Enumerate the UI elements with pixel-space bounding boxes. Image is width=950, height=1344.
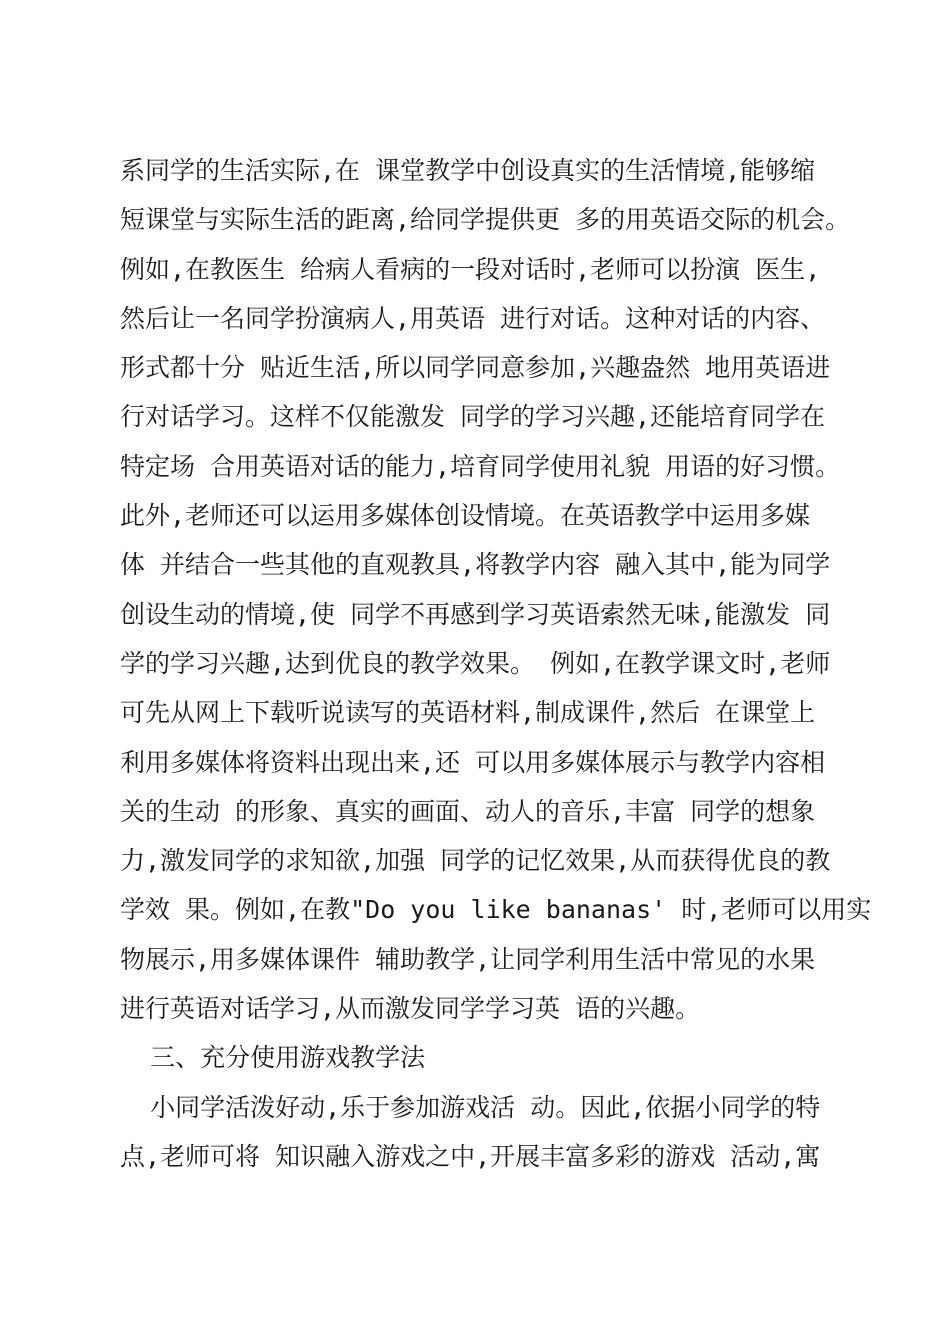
- body-text: [120, 146, 900, 1181]
- text-line: 利用多媒体将资料出现出来,还 可以用多媒体展示与教学内容相: [120, 747, 826, 777]
- text-line: 可先从网上下载听说读写的英语材料,制成课件,然后 在课堂上: [120, 698, 816, 728]
- text-line: 行对话学习。这样不仅能激发 同学的学习兴趣,还能培育同学在: [120, 402, 826, 432]
- text-line: 物展示,用多媒体课件 辅助教学,让同学利用生活中常见的水果: [120, 944, 816, 974]
- section-heading: 三、充分使用游戏教学法: [120, 1043, 426, 1073]
- text-line: 体 并结合一些其他的直观教具,将教学内容 融入其中,能为同学: [120, 550, 831, 580]
- text-line: 此外,老师还可以运用多媒体创设情境。在英语教学中运用多媒: [120, 501, 811, 531]
- text-line: 力,激发同学的求知欲,加强 同学的记忆效果,从而获得优良的教: [120, 846, 831, 876]
- text-line: 例如,在教医生 给病人看病的一段对话时,老师可以扮演 医生,: [120, 254, 821, 284]
- text-line: 关的生动 的形象、真实的画面、动人的音乐,丰富 同学的想象: [120, 796, 816, 826]
- text-line: 特定场 合用英语对话的能力,培育同学使用礼貌 用语的好习惯。: [120, 451, 841, 481]
- text-line: 创设生动的情境,使 同学不再感到学习英语索然无味,能激发 同: [120, 599, 831, 629]
- text-line: 学的学习兴趣,达到优良的教学效果。 例如,在教学课文时,老师: [120, 648, 831, 678]
- text-line: 形式都十分 贴近生活,所以同学同意参加,兴趣盎然 地用英语进: [120, 353, 831, 383]
- text-line: 短课堂与实际生活的距离,给同学提供更 多的用英语交际的机会。: [120, 205, 851, 235]
- text-line: 学效 果。例如,在教"Do you like bananas' 时,老师可以用实: [120, 895, 872, 925]
- text-line: 小同学活泼好动,乐于参加游戏活 动。因此,依据小同学的特: [120, 1092, 821, 1122]
- text-line: 点,老师可将 知识融入游戏之中,开展丰富多彩的游戏 活动,寓: [120, 1141, 821, 1171]
- text-line: 进行英语对话学习,从而激发同学学习英 语的兴趣。: [120, 994, 701, 1024]
- text-line: 然后让一名同学扮演病人,用英语 进行对话。这种对话的内容、: [120, 303, 826, 333]
- text-line: 系同学的生活实际,在 课堂教学中创设真实的生活情境,能够缩: [120, 156, 816, 185]
